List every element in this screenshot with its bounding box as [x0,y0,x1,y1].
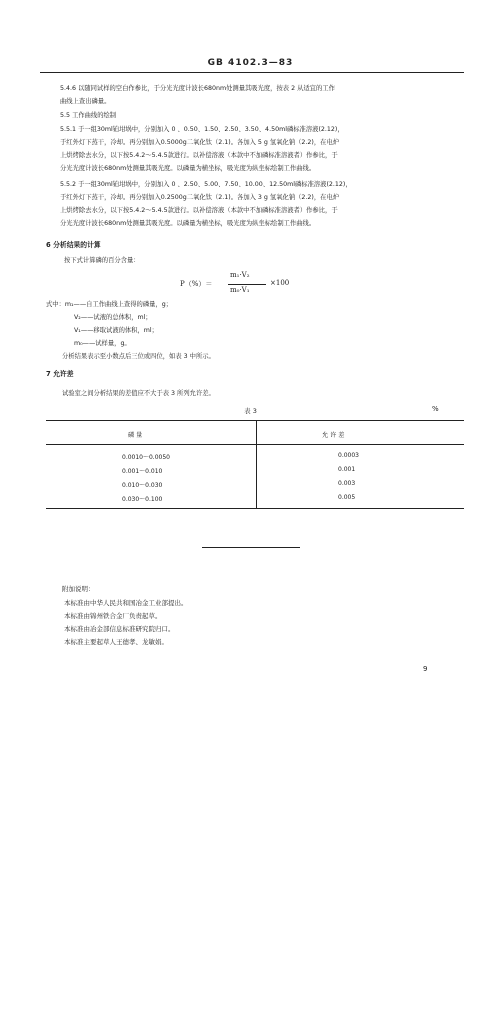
table-column-divider [256,420,257,508]
definition-m1: 式中：m₁——自工作曲线上查得的磷量，g； [46,301,172,308]
table-row-2-tolerance: 0.001 [338,466,356,473]
table-row-1-range: 0.0010～0.0050 [122,454,170,461]
para-5-5-1-line3: 上烘烤除去水分，以下按5.4.2～5.4.5款进行。以补偿溶液（本款中不加磷标准溶液者）作参比，于 [60,152,338,159]
definition-v1: V₁——移取试液的体积，ml； [74,327,158,334]
para-5-4-6-line2: 曲线上查出磷量。 [60,98,111,105]
para-5-5-1-line4: 分光光度计波长680nm处测量其吸光度。以磷量为横坐标，吸光度为纵坐标绘制工作曲线。 [60,165,316,172]
notes-line-2: 本标准由锦州铁合金厂负责起草。 [64,612,162,620]
table-top-rule [46,420,464,421]
para-5-5-2-line1: 5.5.2 于一组30ml铂坩埚中，分别加入 0 、2.50、5.00、7.50、10.00、12.50ml磷标准溶液(2.12)， [60,181,352,188]
table-row-3-range: 0.010～0.030 [122,482,163,489]
table-row-4-range: 0.030～0.100 [122,496,163,503]
para-5-5-2-line3: 上烘烤除去水分，以下按5.4.2～5.4.5款进行。以补偿溶液（本款中不加磷标准溶液者）作参比，于 [60,207,338,214]
phosphorus-formula [180,270,350,298]
table-header-phosphorus: 磷 量 [128,432,143,439]
header-rule [40,72,464,73]
para-5-4-6-line1: 5.4.6 以随同试样的空白作参比，于分光光度计波长680nm处测量其吸光度，按表 2 从适宜的工作 [60,85,335,92]
document-header-code: GB 4102.3—83 [207,58,294,68]
table-row-2-range: 0.001～0.010 [122,468,163,475]
formula-lhs: P（%）＝ [180,280,213,288]
notes-line-1: 本标准由中华人民共和国冶金工业部提出。 [64,599,188,607]
section-7-heading: 7 允许差 [46,370,74,378]
page-number: 9 [423,665,428,673]
table-bottom-rule [46,508,464,509]
formula-denominator: m₀·V₁ [230,286,250,294]
table-row-1-tolerance: 0.0003 [338,452,359,459]
table-header-rule [46,444,464,445]
section-6-result-note: 分析结果表示至小数点后三位或四位，如表 3 中所示。 [62,353,215,360]
para-5-5-2-line2: 于红外灯下蒸干，冷却。再分别加入0.2500g二氧化钛（2.1)。各加入 3 g 氢氧化钠（2.2)，在电炉 [60,194,340,201]
section-6-heading: 6 分析结果的计算 [46,241,101,249]
end-of-text-separator [202,547,300,548]
notes-title: 附加说明： [62,585,95,593]
table-row-3-tolerance: 0.003 [338,480,356,487]
table-3-unit: % [432,405,439,413]
definition-v2: V₂——试液的总体积，ml； [74,314,152,321]
table-header-tolerance: 允 许 差 [322,432,345,439]
formula-fraction-bar [228,284,266,285]
section-5-5-heading: 5.5 工作曲线的绘制 [60,112,117,119]
notes-line-3: 本标准由冶金部信息标准研究院归口。 [64,625,175,633]
notes-line-4: 本标准主要起草人王德孝、龙敏娟。 [64,638,168,646]
table-3-title: 表 3 [244,407,257,415]
formula-rhs: ×100 [270,279,290,287]
formula-numerator: m₁·V₂ [230,271,250,279]
para-5-5-1-line1: 5.5.1 于一组30ml铂坩埚中，分别加入 0 、0.50、1.50、2.50、3.50、4.50ml磷标准溶液(2.12)， [60,126,344,133]
para-5-5-1-line2: 于红外灯下蒸干，冷却。再分别加入0.5000g二氧化钛（2.1)。各加入 5 g 氢氧化钠（2.2)，在电炉 [60,139,340,146]
section-7-intro: 试验室之间分析结果的差值应不大于表 3 所列允许差。 [62,390,215,397]
section-6-intro: 按下式计算磷的百分含量： [64,257,140,264]
para-5-5-2-line4: 分光光度计波长680nm处测量其吸光度。以磷量为横坐标，吸光度为纵坐标绘制工作曲线。 [60,220,316,227]
table-row-4-tolerance: 0.005 [338,494,356,501]
definition-m0: m₀——试样量，g。 [74,340,131,347]
